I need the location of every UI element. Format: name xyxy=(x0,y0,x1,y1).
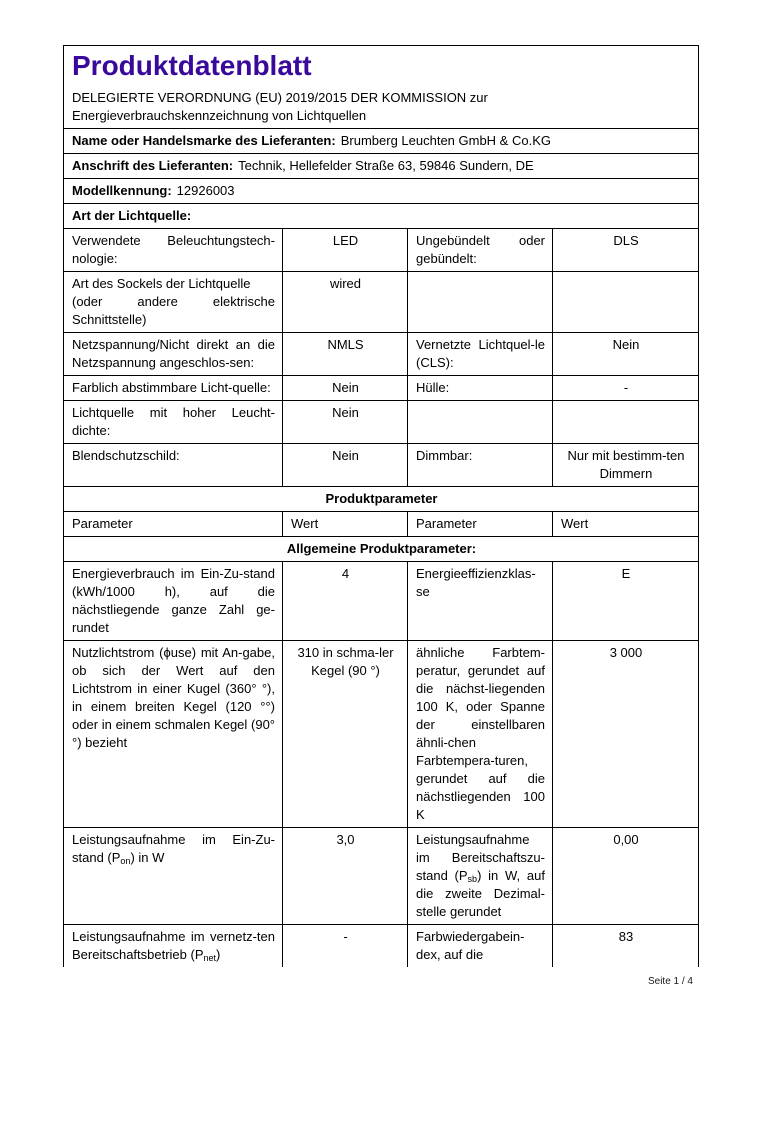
param-socket-type-line2: (oder andere elektrische Schnittstelle) xyxy=(72,294,275,327)
value-dimmable: Nur mit bestimm-ten Dimmern xyxy=(553,444,699,487)
param-envelope: Hülle: xyxy=(408,376,553,401)
param-technology: Verwendete Beleuchtungstech-nologie: xyxy=(64,229,283,272)
param-power-standby xyxy=(408,828,553,925)
param-power-networked-standby xyxy=(64,925,283,968)
param-dimmable: Dimmbar: xyxy=(408,444,553,487)
table-row xyxy=(64,333,699,376)
value-anti-glare-shield: Nein xyxy=(283,444,408,487)
table-row xyxy=(64,272,699,333)
column-header-parameter-1: Parameter xyxy=(64,512,283,537)
value-empty xyxy=(553,272,699,333)
title-cell xyxy=(64,46,699,129)
value-technology: LED xyxy=(283,229,408,272)
value-directional: DLS xyxy=(553,229,699,272)
column-header-parameter-2: Parameter xyxy=(408,512,553,537)
product-parameters-header: Produktparameter xyxy=(64,487,699,512)
param-power-networked-standby-suffix: ) xyxy=(216,947,221,962)
title-row xyxy=(64,46,699,129)
datasheet-page xyxy=(63,45,698,988)
value-energy-class: E xyxy=(553,562,699,641)
value-colour-temperature: 3 000 xyxy=(553,641,699,828)
table-row xyxy=(64,444,699,487)
supplier-address-label: Anschrift des Lieferanten: xyxy=(72,158,234,173)
value-envelope: - xyxy=(553,376,699,401)
param-mains-voltage: Netzspannung/Nicht direkt an die Netzspannung angeschlos-sen: xyxy=(64,333,283,376)
param-power-on-mode xyxy=(64,828,283,925)
column-header-row xyxy=(64,512,699,537)
value-power-networked-standby: - xyxy=(283,925,408,968)
regulation-line-1: DELEGIERTE VERORDNUNG (EU) 2019/2015 DER KOMMISSION zur xyxy=(72,90,488,105)
page-number: Seite 1 / 4 xyxy=(647,976,693,987)
model-id-row xyxy=(64,179,699,204)
model-id-value: 12926003 xyxy=(176,183,235,198)
subscript-sb: sb xyxy=(467,874,478,884)
param-colour-rendering-index: Farbwiedergabein-dex, auf die xyxy=(408,925,553,968)
table-row xyxy=(64,641,699,828)
table-row xyxy=(64,229,699,272)
value-colour-rendering-index: 83 xyxy=(553,925,699,968)
table-row xyxy=(64,562,699,641)
value-useful-luminous-flux: 310 in schma-ler Kegel (90 °) xyxy=(283,641,408,828)
supplier-name-label: Name oder Handelsmarke des Lieferanten: xyxy=(72,133,336,148)
param-high-luminance: Lichtquelle mit hoher Leucht-dichte: xyxy=(64,401,283,444)
table-row xyxy=(64,401,699,444)
column-header-wert-1: Wert xyxy=(283,512,408,537)
value-high-luminance: Nein xyxy=(283,401,408,444)
light-source-type-header: Art der Lichtquelle: xyxy=(64,204,699,229)
table-row xyxy=(64,828,699,925)
supplier-address-row xyxy=(64,154,699,179)
subscript-net: net xyxy=(203,953,217,963)
product-datasheet-table xyxy=(63,45,699,967)
param-anti-glare-shield: Blendschutzschild: xyxy=(64,444,283,487)
param-empty xyxy=(408,401,553,444)
value-energy-consumption: 4 xyxy=(283,562,408,641)
value-socket-type: wired xyxy=(283,272,408,333)
supplier-name-row xyxy=(64,129,699,154)
supplier-name-value: Brumberg Leuchten GmbH & Co.KG xyxy=(340,133,551,148)
param-colour-tuneable: Farblich abstimmbare Licht-quelle: xyxy=(64,376,283,401)
param-energy-class: Energieeffizienzklas-se xyxy=(408,562,553,641)
model-id-cell xyxy=(64,179,699,204)
product-parameters-header-row xyxy=(64,487,699,512)
supplier-address-value: Technik, Hellefelder Straße 63, 59846 Sundern, DE xyxy=(238,158,534,173)
value-power-on-mode: 3,0 xyxy=(283,828,408,925)
param-power-on-mode-text: Leistungsaufnahme im Ein-Zu-stand (P xyxy=(72,832,275,865)
param-directional: Ungebündelt oder gebündelt: xyxy=(408,229,553,272)
param-colour-temperature: ähnliche Farbtem-peratur, gerundet auf die nächst-liegenden 100 K, oder Spanne der einstellbaren ähnli-chen Farbtempera-turen, gerundet auf die nächstliegenden 100 K xyxy=(408,641,553,828)
general-parameters-header: Allgemeine Produktparameter: xyxy=(64,537,699,562)
param-power-standby-text: Leistungsaufnahme im Bereitschaftszu-stand (P xyxy=(416,832,545,883)
param-connected-light-source: Vernetzte Lichtquel-le (CLS): xyxy=(408,333,553,376)
param-socket-type xyxy=(64,272,283,333)
table-row xyxy=(64,376,699,401)
subscript-on: on xyxy=(120,856,131,866)
page-title: Produktdatenblatt xyxy=(72,50,312,81)
value-empty xyxy=(553,401,699,444)
supplier-name-cell xyxy=(64,129,699,154)
param-power-on-mode-suffix: ) in W xyxy=(130,850,165,865)
light-source-type-header-row xyxy=(64,204,699,229)
value-connected-light-source: Nein xyxy=(553,333,699,376)
value-colour-tuneable: Nein xyxy=(283,376,408,401)
value-power-standby: 0,00 xyxy=(553,828,699,925)
model-id-label: Modellkennung: xyxy=(72,183,172,198)
value-mains-voltage: NMLS xyxy=(283,333,408,376)
param-socket-type-line1: Art des Sockels der Lichtquelle xyxy=(72,276,251,291)
regulation-line-2: Energieverbrauchskennzeichnung von Lichtquellen xyxy=(72,108,367,123)
general-parameters-header-row xyxy=(64,537,699,562)
param-useful-luminous-flux: Nutzlichtstrom (ϕuse) mit An-gabe, ob sich der Wert auf den Lichtstrom in einer Kugel (360° °), in einem breiten Kegel (120 °°) oder in einem schmalen Kegel (90° °) bezieht xyxy=(64,641,283,828)
supplier-address-cell xyxy=(64,154,699,179)
param-power-standby-suffix: ) in W, auf die zweite Dezimal-stelle gerundet xyxy=(416,868,545,919)
table-row-truncated xyxy=(64,925,699,968)
param-power-networked-standby-text: Leistungsaufnahme im vernetz-ten Bereitschaftsbetrieb (P xyxy=(72,929,275,962)
column-header-wert-2: Wert xyxy=(553,512,699,537)
param-energy-consumption: Energieverbrauch im Ein-Zu-stand (kWh/1000 h), auf die nächstliegende ganze Zahl ge-rundet xyxy=(64,562,283,641)
param-empty xyxy=(408,272,553,333)
